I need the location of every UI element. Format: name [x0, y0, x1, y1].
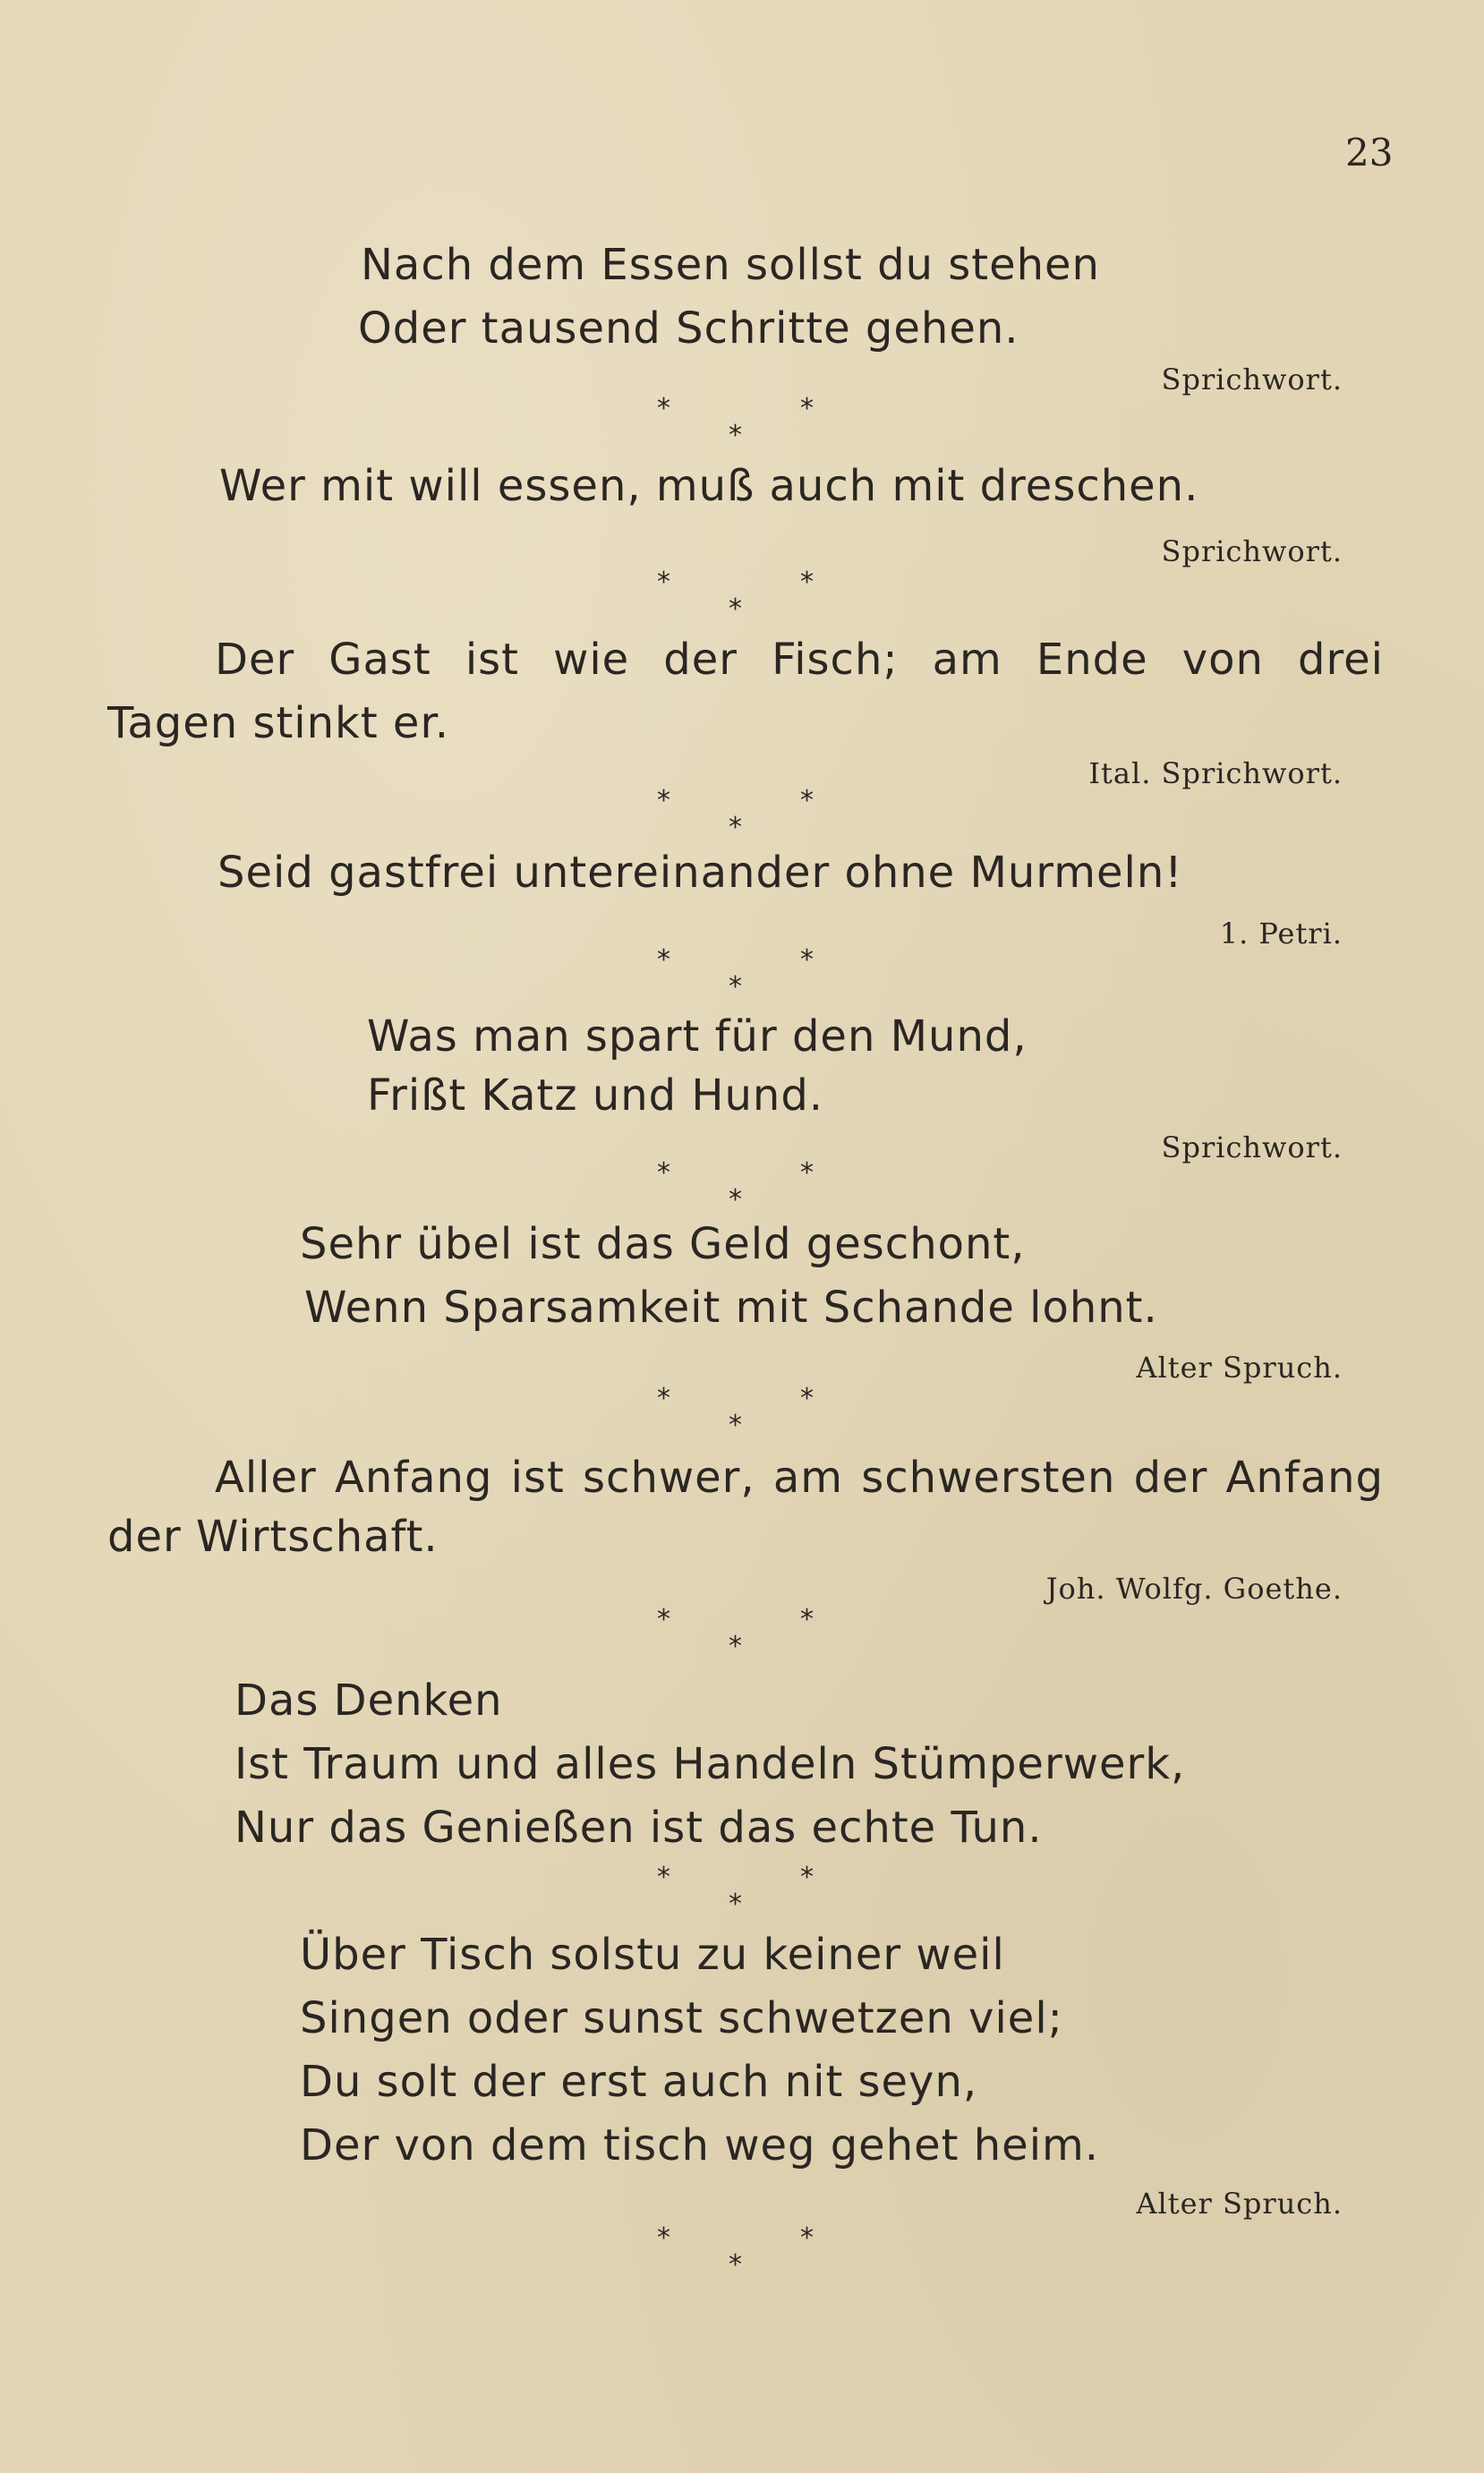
verse-line: Nach dem Essen sollst du stehen — [361, 240, 1100, 290]
verse-line: Über Tisch solstu zu keiner weil — [300, 1930, 1005, 1980]
verse-line: Der Gast ist wie der Fisch; am Ende von drei — [215, 635, 1384, 685]
verse-line: Sehr übel ist das Geld geschont, — [300, 1219, 1026, 1269]
verse-line: Wenn Sparsamkeit mit Schande lohnt. — [304, 1283, 1158, 1333]
verse-line: Tagen stinkt er. — [107, 698, 450, 748]
asterism-separator: * * * — [657, 1157, 814, 1215]
verse-line: der Wirtschaft. — [107, 1512, 439, 1562]
source-attribution: Alter Spruch. — [1136, 1351, 1343, 1385]
verse-line: Frißt Katz und Hund. — [367, 1070, 824, 1121]
source-attribution: Ital. Sprichwort. — [1088, 756, 1343, 790]
source-attribution: 1. Petri. — [1219, 917, 1343, 951]
verse-line: Seid gastfrei untereinander ohne Murmeln! — [217, 848, 1183, 898]
asterism-separator: * * * — [657, 1604, 814, 1662]
verse-line: Der von dem tisch weg gehet heim. — [300, 2120, 1100, 2170]
verse-line: Singen oder sunst schwetzen viel; — [300, 1993, 1063, 2043]
asterism-separator: * * * — [657, 785, 814, 843]
verse-line: Wer mit will essen, muß auch mit dreschen. — [219, 461, 1199, 511]
source-attribution: Joh. Wolfg. Goethe. — [1045, 1572, 1343, 1606]
asterism-separator: * * * — [657, 567, 814, 625]
source-attribution: Alter Spruch. — [1136, 2187, 1343, 2221]
verse-line: Oder tausend Schritte gehen. — [358, 303, 1019, 354]
verse-line: Ist Traum und alles Handeln Stümperwerk, — [235, 1739, 1186, 1789]
asterism-separator: * * * — [657, 1383, 814, 1441]
asterism-separator: * * * — [657, 1862, 814, 1920]
verse-line: Das Denken — [235, 1676, 503, 1726]
verse-line: Aller Anfang ist schwer, am schwersten der Anfang — [215, 1453, 1384, 1503]
source-attribution: Sprichwort. — [1161, 362, 1343, 397]
verse-line: Was man spart für den Mund, — [367, 1011, 1028, 1062]
page-number: 23 — [1345, 131, 1394, 175]
source-attribution: Sprichwort. — [1161, 1130, 1343, 1164]
asterism-separator: * * * — [657, 393, 814, 451]
verse-line: Nur das Genießen ist das echte Tun. — [235, 1803, 1043, 1853]
asterism-separator: * * * — [657, 944, 814, 1002]
verse-line: Du solt der erst auch nit seyn, — [300, 2057, 978, 2107]
asterism-separator: * * * — [657, 2222, 814, 2281]
source-attribution: Sprichwort. — [1161, 534, 1343, 568]
